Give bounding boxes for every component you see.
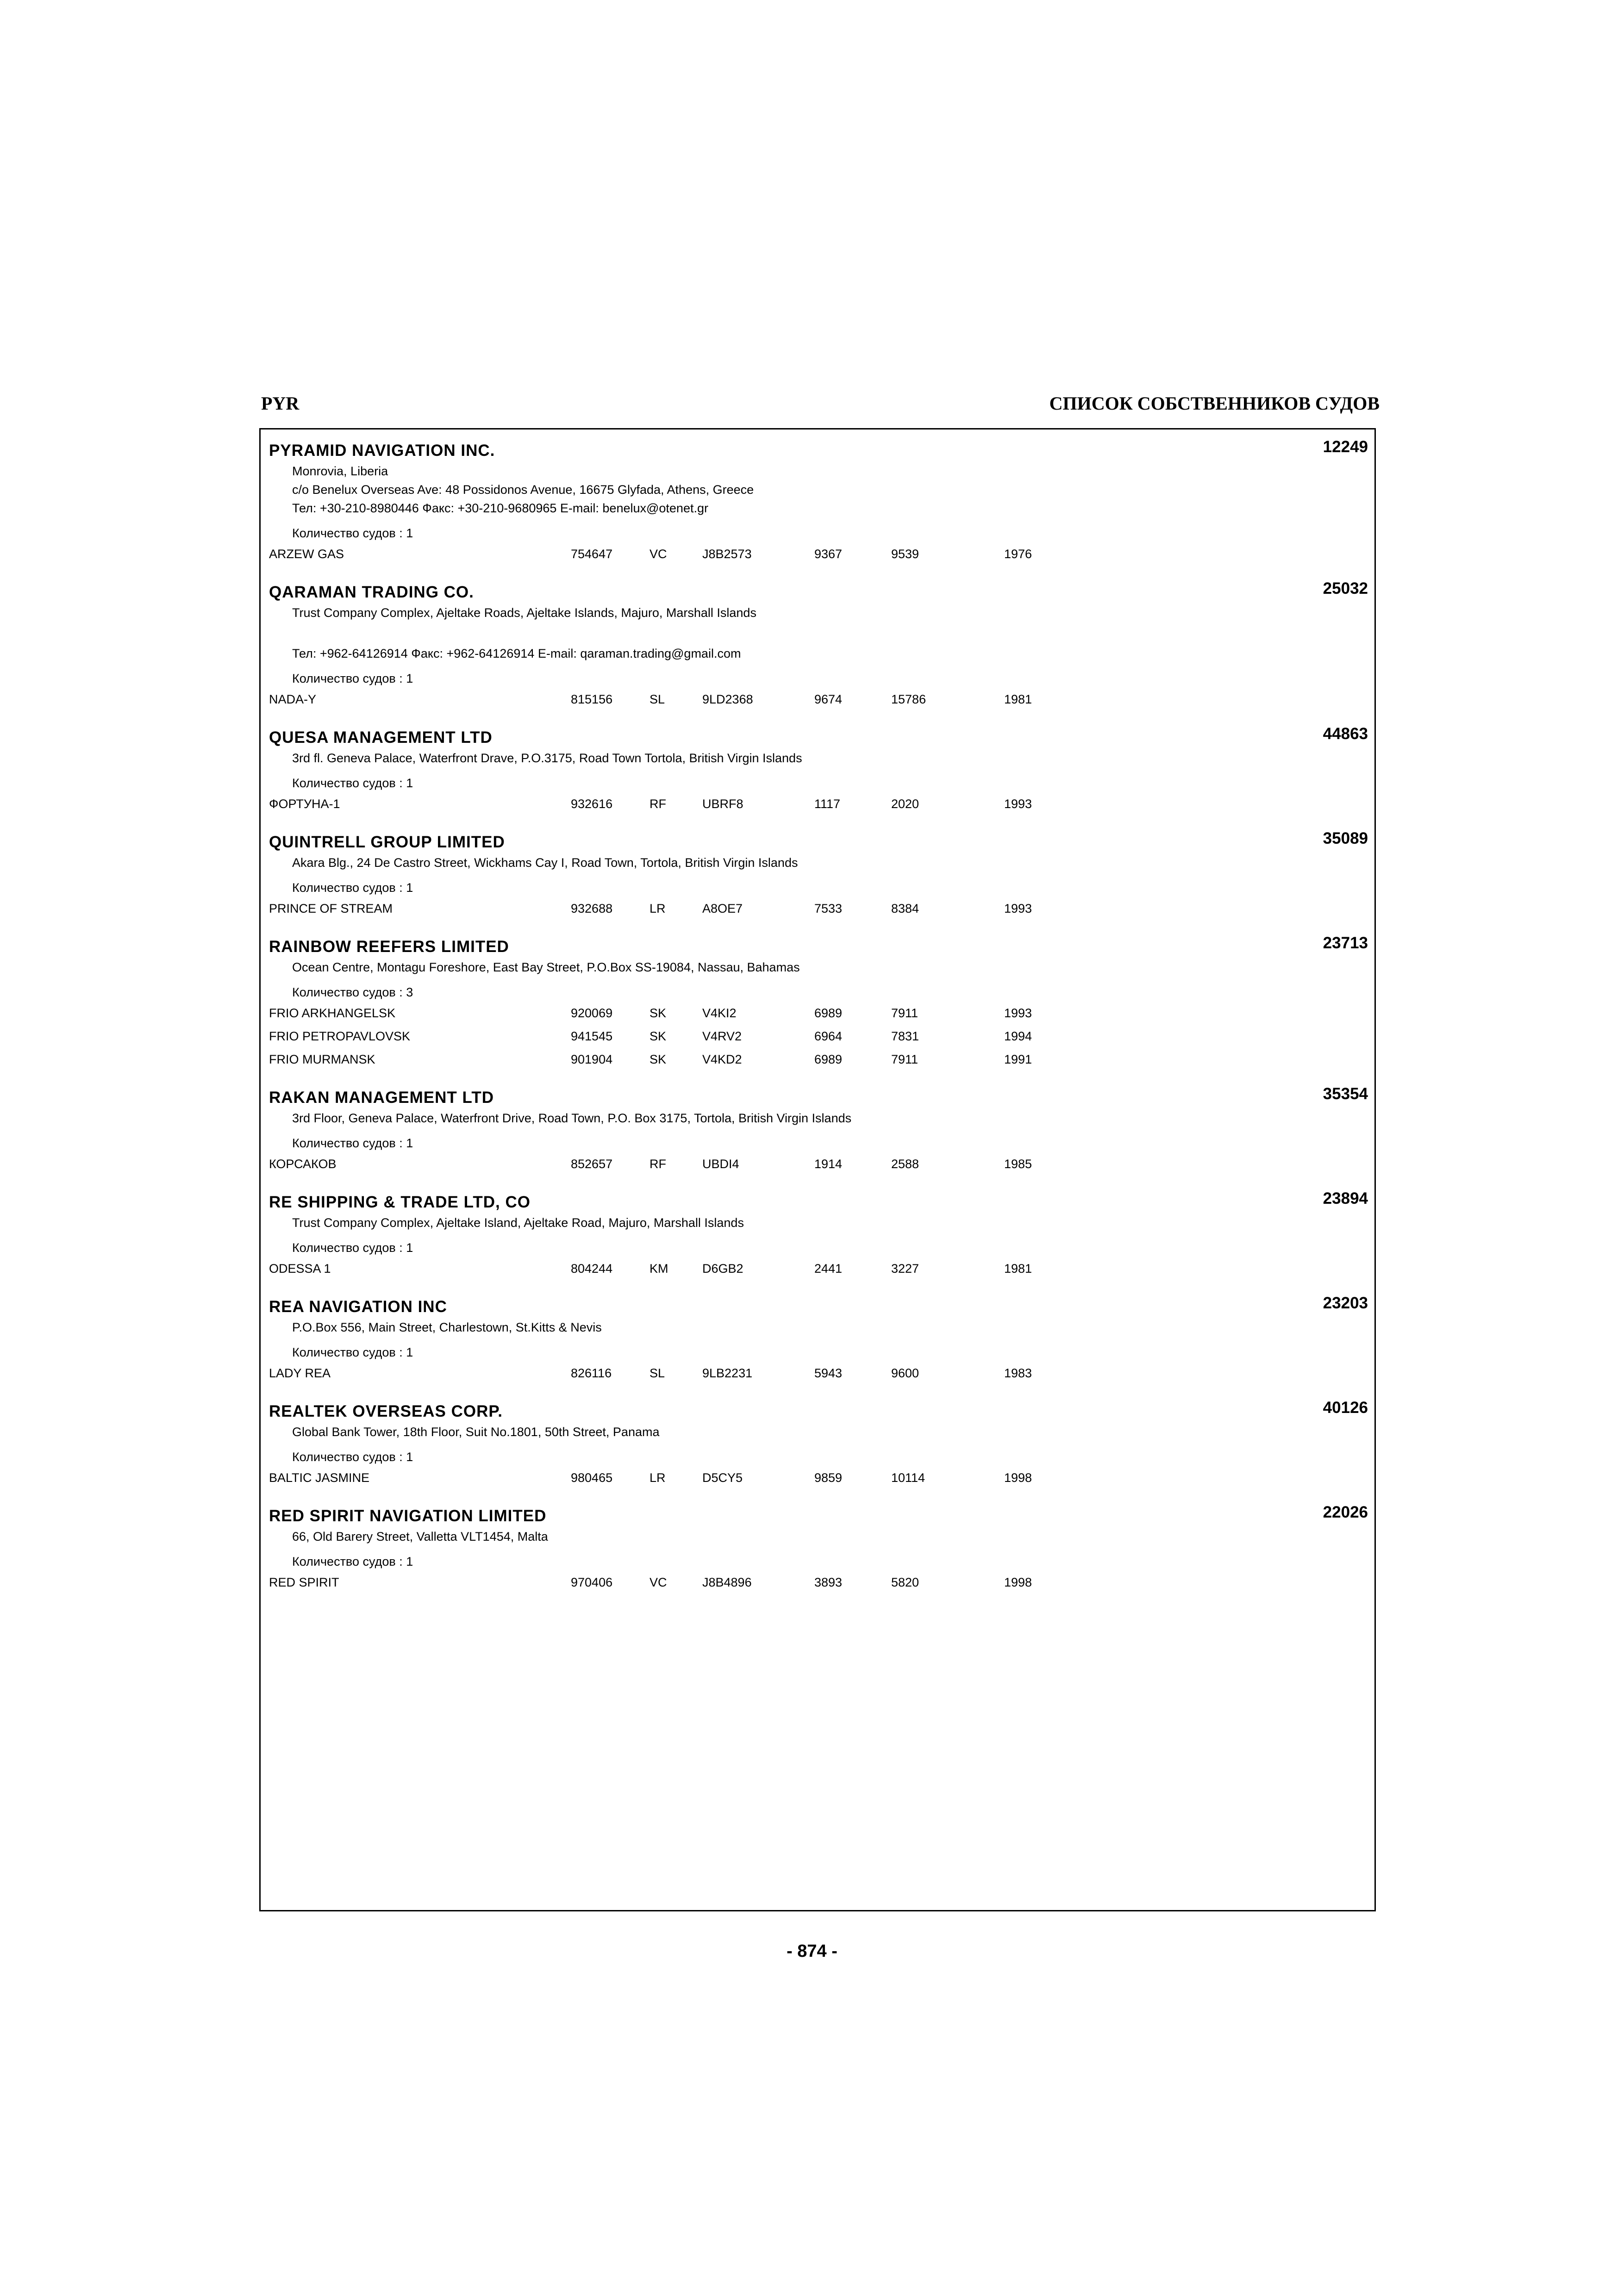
vessel-id: 826116 bbox=[571, 1366, 612, 1380]
owner-address-block bbox=[261, 1527, 1374, 1571]
owner-heading bbox=[261, 934, 1374, 958]
vessel-count: Количество судов : 1 bbox=[292, 1136, 413, 1150]
vessel-build-year: 1976 bbox=[1004, 547, 1032, 561]
owner-address-line: Trust Company Complex, Ajeltake Island, Ajeltake Road, Majuro, Marshall Islands bbox=[292, 1216, 744, 1230]
vessel-flag: SK bbox=[650, 1052, 667, 1066]
owner-name: QUESA MANAGEMENT LTD bbox=[269, 728, 493, 747]
vessel-row bbox=[261, 688, 1374, 711]
vessel-gross-tonnage: 1117 bbox=[814, 797, 841, 811]
vessel-callsign: D5CY5 bbox=[702, 1471, 743, 1485]
vessel-name: FRIO MURMANSK bbox=[269, 1052, 375, 1066]
vessel-flag: SL bbox=[650, 1366, 665, 1380]
vessel-id: 932616 bbox=[571, 797, 613, 811]
owner-heading bbox=[261, 1085, 1374, 1109]
owner-code: 12249 bbox=[1323, 438, 1368, 456]
owner-code: 35089 bbox=[1323, 829, 1368, 847]
owners-list-frame bbox=[259, 428, 1376, 1911]
vessel-name: PRINCE OF STREAM bbox=[269, 902, 393, 915]
owner-name: REA NAVIGATION INC bbox=[269, 1298, 447, 1316]
vessel-build-year: 1998 bbox=[1004, 1575, 1032, 1589]
owner-entry bbox=[261, 1181, 1374, 1286]
owner-name: RAINBOW REEFERS LIMITED bbox=[269, 938, 509, 956]
owner-name: RE SHIPPING & TRADE LTD, CO bbox=[269, 1193, 531, 1211]
owner-name: REALTEK OVERSEAS CORP. bbox=[269, 1402, 503, 1420]
page-number: - 874 - bbox=[787, 1941, 837, 1961]
owner-heading bbox=[261, 579, 1374, 604]
owner-entry bbox=[261, 926, 1374, 1076]
vessel-callsign: V4KI2 bbox=[702, 1006, 737, 1020]
vessel-gross-tonnage: 3893 bbox=[814, 1575, 843, 1589]
vessel-row bbox=[261, 1002, 1374, 1025]
vessel-deadweight: 5820 bbox=[891, 1575, 919, 1589]
vessel-row bbox=[261, 897, 1374, 920]
owner-heading bbox=[261, 1294, 1374, 1318]
vessel-count: Количество судов : 1 bbox=[292, 526, 413, 540]
owner-heading bbox=[261, 1503, 1374, 1527]
vessel-build-year: 1998 bbox=[1004, 1471, 1032, 1485]
vessel-deadweight: 7831 bbox=[891, 1029, 919, 1043]
owner-address-block bbox=[261, 1109, 1374, 1152]
owner-entry bbox=[261, 571, 1374, 716]
vessel-gross-tonnage: 7533 bbox=[814, 902, 843, 915]
owner-entry bbox=[261, 1076, 1374, 1181]
owner-address-block bbox=[261, 462, 1374, 542]
vessel-row bbox=[261, 1571, 1374, 1594]
owner-address-block bbox=[261, 1423, 1374, 1466]
owner-entry bbox=[261, 821, 1374, 926]
owner-code: 35354 bbox=[1323, 1085, 1368, 1103]
vessel-row bbox=[261, 542, 1374, 566]
vessel-count: Количество судов : 3 bbox=[292, 985, 413, 999]
vessel-gross-tonnage: 6989 bbox=[814, 1052, 843, 1066]
owner-entry bbox=[261, 716, 1374, 821]
vessel-deadweight: 10114 bbox=[891, 1471, 925, 1485]
owner-code: 44863 bbox=[1323, 725, 1368, 743]
vessel-flag: SK bbox=[650, 1006, 667, 1020]
owner-address-line: P.O.Box 556, Main Street, Charlestown, St.Kitts & Nevis bbox=[292, 1320, 602, 1334]
owner-heading bbox=[261, 1399, 1374, 1423]
vessel-deadweight: 7911 bbox=[891, 1052, 918, 1066]
owner-code: 25032 bbox=[1323, 579, 1368, 597]
vessel-id: 804244 bbox=[571, 1262, 613, 1276]
vessel-id: 941545 bbox=[571, 1029, 613, 1043]
vessel-build-year: 1993 bbox=[1004, 1006, 1032, 1020]
vessel-deadweight: 8384 bbox=[891, 902, 919, 915]
vessel-count: Количество судов : 1 bbox=[292, 1555, 413, 1568]
vessel-count: Количество судов : 1 bbox=[292, 776, 413, 790]
vessel-row bbox=[261, 1025, 1374, 1048]
vessel-callsign: D6GB2 bbox=[702, 1262, 743, 1276]
vessel-flag: LR bbox=[650, 902, 666, 915]
owner-name: QARAMAN TRADING CO. bbox=[269, 583, 474, 601]
vessel-count: Количество судов : 1 bbox=[292, 1241, 413, 1255]
vessel-count: Количество судов : 1 bbox=[292, 672, 413, 685]
owner-address-line: Trust Company Complex, Ajeltake Roads, Ajeltake Islands, Majuro, Marshall Islands bbox=[292, 606, 756, 620]
vessel-callsign: 9LD2368 bbox=[702, 692, 753, 706]
vessel-id: 754647 bbox=[571, 547, 613, 561]
owner-entry bbox=[261, 1495, 1374, 1599]
vessel-deadweight: 9600 bbox=[891, 1366, 919, 1380]
vessel-name: BALTIC JASMINE bbox=[269, 1471, 370, 1485]
owner-address-line: Monrovia, Liberia bbox=[292, 464, 388, 478]
vessel-id: 901904 bbox=[571, 1052, 613, 1066]
vessel-name: NADA-Y bbox=[269, 692, 317, 706]
vessel-deadweight: 2588 bbox=[891, 1157, 919, 1171]
owner-address-block bbox=[261, 853, 1374, 897]
vessel-gross-tonnage: 6989 bbox=[814, 1006, 843, 1020]
vessel-build-year: 1993 bbox=[1004, 797, 1032, 811]
owner-address-line bbox=[292, 622, 1374, 644]
vessel-name: ARZEW GAS bbox=[269, 547, 344, 561]
vessel-count: Количество судов : 1 bbox=[292, 1345, 413, 1359]
owner-address-block bbox=[261, 749, 1374, 792]
vessel-id: 815156 bbox=[571, 692, 613, 706]
vessel-name: КОРСАКОВ bbox=[269, 1157, 337, 1171]
owner-code: 23203 bbox=[1323, 1294, 1368, 1312]
vessel-row bbox=[261, 1362, 1374, 1385]
vessel-id: 920069 bbox=[571, 1006, 613, 1020]
vessel-gross-tonnage: 6964 bbox=[814, 1029, 843, 1043]
vessel-row bbox=[261, 1466, 1374, 1489]
vessel-callsign: UBDI4 bbox=[702, 1157, 739, 1171]
vessel-callsign: V4RV2 bbox=[702, 1029, 742, 1043]
vessel-gross-tonnage: 9859 bbox=[814, 1471, 843, 1485]
vessel-callsign: J8B4896 bbox=[702, 1575, 752, 1589]
vessel-flag: SL bbox=[650, 692, 665, 706]
vessel-row bbox=[261, 1152, 1374, 1176]
vessel-build-year: 1993 bbox=[1004, 902, 1032, 915]
vessel-gross-tonnage: 9367 bbox=[814, 547, 843, 561]
vessel-callsign: V4KD2 bbox=[702, 1052, 742, 1066]
vessel-name: FRIO PETROPAVLOVSK bbox=[269, 1029, 411, 1043]
vessel-name: FRIO ARKHANGELSK bbox=[269, 1006, 396, 1020]
page-header bbox=[259, 390, 1380, 417]
running-title: СПИСОК СОБСТВЕННИКОВ СУДОВ bbox=[1049, 393, 1380, 414]
owner-code: 22026 bbox=[1323, 1503, 1368, 1521]
vessel-name: LADY REA bbox=[269, 1366, 331, 1380]
vessel-id: 980465 bbox=[571, 1471, 613, 1485]
owner-heading bbox=[261, 1189, 1374, 1213]
vessel-id: 932688 bbox=[571, 902, 613, 915]
owner-address-line: Ocean Centre, Montagu Foreshore, East Bay Street, P.O.Box SS-19084, Nassau, Bahamas bbox=[292, 960, 800, 974]
owner-address-block bbox=[261, 958, 1374, 1002]
vessel-build-year: 1994 bbox=[1004, 1029, 1032, 1043]
vessel-deadweight: 3227 bbox=[891, 1262, 919, 1276]
vessel-callsign: UBRF8 bbox=[702, 797, 743, 811]
owner-address-line: Akara Blg., 24 De Castro Street, Wickhams Cay I, Road Town, Tortola, British Virgin Islands bbox=[292, 856, 798, 870]
vessel-name: ODESSA 1 bbox=[269, 1262, 331, 1276]
vessel-name: ФОРТУНА-1 bbox=[269, 797, 340, 811]
owner-entry bbox=[261, 1286, 1374, 1390]
vessel-build-year: 1985 bbox=[1004, 1157, 1032, 1171]
owner-heading bbox=[261, 725, 1374, 749]
vessel-gross-tonnage: 5943 bbox=[814, 1366, 843, 1380]
vessel-deadweight: 9539 bbox=[891, 547, 919, 561]
vessel-row bbox=[261, 1048, 1374, 1071]
owner-code: 23713 bbox=[1323, 934, 1368, 952]
owner-address-line: Global Bank Tower, 18th Floor, Suit No.1801, 50th Street, Panama bbox=[292, 1425, 660, 1439]
owner-heading bbox=[261, 438, 1374, 462]
owner-name: RAKAN MANAGEMENT LTD bbox=[269, 1089, 494, 1107]
vessel-gross-tonnage: 2441 bbox=[814, 1262, 843, 1276]
vessel-build-year: 1981 bbox=[1004, 1262, 1032, 1276]
vessel-flag: VC bbox=[650, 547, 667, 561]
vessel-id: 852657 bbox=[571, 1157, 613, 1171]
vessel-deadweight: 2020 bbox=[891, 797, 919, 811]
vessel-deadweight: 15786 bbox=[891, 692, 926, 706]
section-code: PYR bbox=[261, 393, 300, 414]
vessel-gross-tonnage: 9674 bbox=[814, 692, 843, 706]
vessel-build-year: 1981 bbox=[1004, 692, 1032, 706]
vessel-count: Количество судов : 1 bbox=[292, 1450, 413, 1464]
vessel-callsign: J8B2573 bbox=[702, 547, 752, 561]
vessel-flag: RF bbox=[650, 797, 666, 811]
owner-address-line: Тел: +30-210-8980446 Факс: +30-210-9680965 E-mail: benelux@otenet.gr bbox=[292, 501, 708, 515]
vessel-callsign: A8OE7 bbox=[702, 902, 743, 915]
vessel-build-year: 1991 bbox=[1004, 1052, 1032, 1066]
vessel-build-year: 1983 bbox=[1004, 1366, 1032, 1380]
owner-address-block bbox=[261, 1318, 1374, 1362]
vessel-flag: KM bbox=[650, 1262, 668, 1276]
owner-entry bbox=[261, 429, 1374, 571]
owner-name: PYRAMID NAVIGATION INC. bbox=[269, 442, 495, 460]
vessel-gross-tonnage: 1914 bbox=[814, 1157, 843, 1171]
owner-address-line: 3rd fl. Geneva Palace, Waterfront Drave, P.O.3175, Road Town Tortola, British Virgin Islands bbox=[292, 751, 802, 765]
owner-code: 23894 bbox=[1323, 1189, 1368, 1207]
vessel-id: 970406 bbox=[571, 1575, 613, 1589]
vessel-row bbox=[261, 1257, 1374, 1280]
vessel-flag: LR bbox=[650, 1471, 666, 1485]
vessel-count: Количество судов : 1 bbox=[292, 881, 413, 895]
owner-name: RED SPIRIT NAVIGATION LIMITED bbox=[269, 1507, 547, 1525]
owner-address-block bbox=[261, 1213, 1374, 1257]
vessel-callsign: 9LB2231 bbox=[702, 1366, 753, 1380]
owner-heading bbox=[261, 829, 1374, 853]
vessel-flag: RF bbox=[650, 1157, 666, 1171]
vessel-deadweight: 7911 bbox=[891, 1006, 918, 1020]
owner-entry bbox=[261, 1390, 1374, 1495]
vessel-row bbox=[261, 792, 1374, 815]
owner-name: QUINTRELL GROUP LIMITED bbox=[269, 833, 505, 851]
vessel-name: RED SPIRIT bbox=[269, 1575, 339, 1589]
owner-address-block bbox=[261, 604, 1374, 688]
vessel-flag: SK bbox=[650, 1029, 667, 1043]
owner-address-line: 3rd Floor, Geneva Palace, Waterfront Drive, Road Town, P.O. Box 3175, Tortola, British Virgin Islands bbox=[292, 1111, 852, 1125]
owner-address-line: Тел: +962-64126914 Факс: +962-64126914 E-mail: qaraman.trading@gmail.com bbox=[292, 647, 741, 660]
owner-code: 40126 bbox=[1323, 1399, 1368, 1417]
vessel-flag: VC bbox=[650, 1575, 667, 1589]
owner-address-line: c/o Benelux Overseas Ave: 48 Possidonos Avenue, 16675 Glyfada, Athens, Greece bbox=[292, 483, 754, 497]
owner-address-line: 66, Old Barery Street, Valletta VLT1454, Malta bbox=[292, 1530, 548, 1543]
